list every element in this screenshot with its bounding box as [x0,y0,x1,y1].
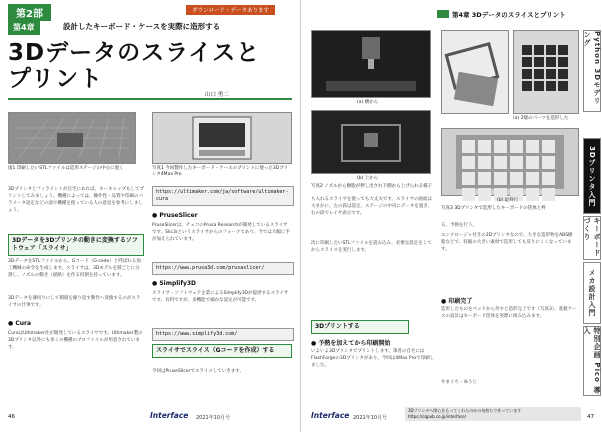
keypad-key [522,81,532,91]
title-line-1: 3Dデータのスライスと [8,40,261,66]
keyboard-key [510,172,523,185]
author: 山口 勇二 [205,92,229,98]
keyboard-key [526,188,539,201]
keyboard-case-photo [441,128,579,196]
keyboard-key [478,172,491,185]
col3-para2: 次に印刷したいSTLファイルを読み込み、必要な設定をしてからスライスを実行します。 [311,241,432,253]
photo2a-caption: (a) 横から [357,100,379,105]
left-brand: Interface [150,411,189,420]
keypad-key [558,81,568,91]
col2-para1: PruseSlicerは、チェコのPrusa Researchが開発しているスライサです。Slic3rというスライサからのフォークであり、今では大幅に手が加えられています。 [152,223,290,242]
keypad-key [546,69,556,79]
keyboard-key [542,172,555,185]
col1-para1: 3Dプリンタとフィラメントが自宅にあれば、キーキャップもしてプリントしてみましょう。機種によっては、操作性・品質や印刷のパラメータ設定などの面で機種を使っている人の意見を参考にしましょう。 [8,187,144,213]
keypad-key [534,57,544,67]
col4-para1: る、予熱を行う。 [441,223,477,228]
article-title [8,40,260,92]
footer-url[interactable]: https://cqpub.co.jp/interface/ [408,414,466,419]
keyboard-key [478,156,491,169]
chapter-label: 第4章 [8,20,40,35]
right-page [300,0,600,432]
url-simplify3d: https://www.simplify3d.com/ [152,328,294,341]
keyboard-key [542,156,555,169]
printer-image [153,113,291,163]
keyboard-key [478,188,491,201]
keyboard-key [462,156,475,169]
left-page-number: 46 [8,414,15,420]
col3-para3: いよいよ3Dプリンタでプリントします。筆者の自宅にはFlashForgeの3Dプリンタがあり、今回は4Max Proで印刷しました。 [311,349,435,368]
keypad-key [534,45,544,55]
keyboard-key [462,140,475,153]
keyboard-case-image [442,129,578,195]
side-tab-keyboard[interactable]: キーボードづくり [583,216,601,260]
col2-bullet-prusaslicer: ● PruseSlicer [152,212,198,219]
printing-side-photo [311,30,431,98]
case-frame-image [442,31,508,113]
keypad-image [514,31,578,113]
keyboard-key [542,140,555,153]
col4-para3: 造形したものをベッドから外すと造形完了です（写真3）。基板ケースの設計はキーボード筐体を実際に組み込みます。 [441,307,577,319]
keypad-key [546,81,556,91]
printing-top-photo [311,110,431,174]
footer-note: 3Dプリンタへ関心をもってくれたのかの気持ちで作っています [408,408,522,413]
right-brand: Interface [311,411,350,420]
keypad-key [546,57,556,67]
chapter-tag [437,10,449,18]
col1-heading: 3Dデータを3Dプリンタの動きに変換するソフトウェア「スライサ」 [8,234,144,256]
footer-note-box [405,407,581,421]
keypad-photo [513,30,579,114]
photo1-caption: 写真1 今回製作したキーボード・ケースのプリントに使った3Dプリンタ4Max Pro [152,166,289,177]
keypad-key [546,45,556,55]
col3-heading: 3Dプリントする [311,320,409,334]
left-page [0,0,300,432]
url-prusaslicer: https://www.prusa3d.com/prusaslicer/ [152,262,294,275]
col4-bullet: ● 印刷完了 [441,298,473,305]
slicer-grid-image [9,113,135,163]
url-cura: https://ultimaker.com/ja/software/ultimaker-cura [152,186,294,206]
right-page-number: 47 [587,414,594,420]
keypad-key [558,45,568,55]
col1-para4: CuraはUltimaker社が開発しているスライサです。Ultimaker製の3Dプリンタ以外にも多くの機種のプロファイルが用意されています。 [8,331,143,350]
keyboard-key [510,156,523,169]
right-issue: 2021年10月号 [353,415,388,421]
col1-bullet-cura: ● Cura [8,320,32,327]
photo3b-caption: (b) 最終行 [497,198,519,203]
keyboard-key [462,188,475,201]
download-badge: ダウンロード・データあります [186,5,275,15]
keypad-key [558,69,568,79]
keyboard-key [494,156,507,169]
photo2b-caption: (b) 上から [357,176,379,181]
side-tab-mechanical[interactable]: メカ設計入門 [583,262,601,324]
printer-photo [152,112,292,164]
title-rule [8,98,292,100]
slicer-screenshot-photo [8,112,136,164]
keypad-key [522,69,532,79]
keyboard-key [526,156,539,169]
side-tab-pico[interactable]: 特別企画 Pico 導入 [583,327,601,395]
keypad-key [522,57,532,67]
keyboard-key [526,140,539,153]
side-tab-python[interactable]: Python 3Dモデリング [583,30,601,112]
col3-para1: ち入れるスライサを使っても大丈夫です。スライサの画面は大まかに、左の段は設定、ステージの中央にデータを置き、右の段でレイヤ表示です。 [311,197,433,216]
keypad-key [522,45,532,55]
author-signature: やまぐち・ゆうじ [441,380,477,385]
col1-para3: 3Dデータを薄切りにして積層を繰り返す動作へ変換するのがスライサの仕事です。 [8,296,141,308]
nozzle-side-image [312,31,430,97]
photo3a-caption: (a) 2層のパーツを造形した [513,116,569,121]
case-frame-photo [441,30,509,114]
keyboard-key [494,140,507,153]
figure1-caption: 図1 印刷したいSTLファイルは造形ステージの中心に置く [8,166,124,171]
col2-para2: スライサ・ソフトウェア企業によるSimplify3Dが提供するスライサです。有料ですが、多機能で細かな設定が可能です。 [152,291,289,303]
keyboard-key [494,172,507,185]
title-line-2: プリント [8,66,104,92]
article-subtitle: 設計したキーボード・ケースを実際に造形する [63,22,221,31]
left-issue: 2021年10月号 [196,415,231,421]
keyboard-key [526,172,539,185]
keypad-key [534,81,544,91]
keyboard-key [478,140,491,153]
keypad-key [558,57,568,67]
col2-bullet-simplify3d: ● Simplify3D [152,280,197,287]
col1-para2: 3DデータをSTLファイルから、Gコード（G-code）と呼ばれる加工機械の命令を生成します。スライサは、3Dモデルを層ごとに分割し、ノズルの動き（経路）を作る役割を持っています。 [8,259,141,278]
photo3-caption: 写真3 3Dプリンタで造形したキーボードの筐体と枠 [441,206,546,211]
photo2-caption: 写真2 ノズルから樹脂が押し出され下側から上げられる様子 [311,184,433,189]
keypad-key [534,69,544,79]
nozzle-top-image [312,111,430,173]
col2-heading: スライサでスライス（Gコードを作成）する [152,344,292,358]
col4-para2: エンクロージャ付きの3Dプリンタなので、大きな造形物をABS樹脂などで、収縮の大きい素材で造形しても反りにくくなっています。 [441,233,573,252]
part-label: 第2部 [8,4,51,21]
keyboard-key [510,140,523,153]
side-tab-3d-printer[interactable]: 3Dプリンタ入門 [583,138,601,214]
keyboard-key [462,172,475,185]
running-header: 第4章 3Dデータのスライスとプリント [452,11,566,19]
col2-para3: 今回はPruseSlicerでスライスしていきます。 [152,369,244,374]
keyboard-key [542,188,555,201]
col3-bullet: ● 予熱を加えてから印刷開始 [311,340,391,347]
